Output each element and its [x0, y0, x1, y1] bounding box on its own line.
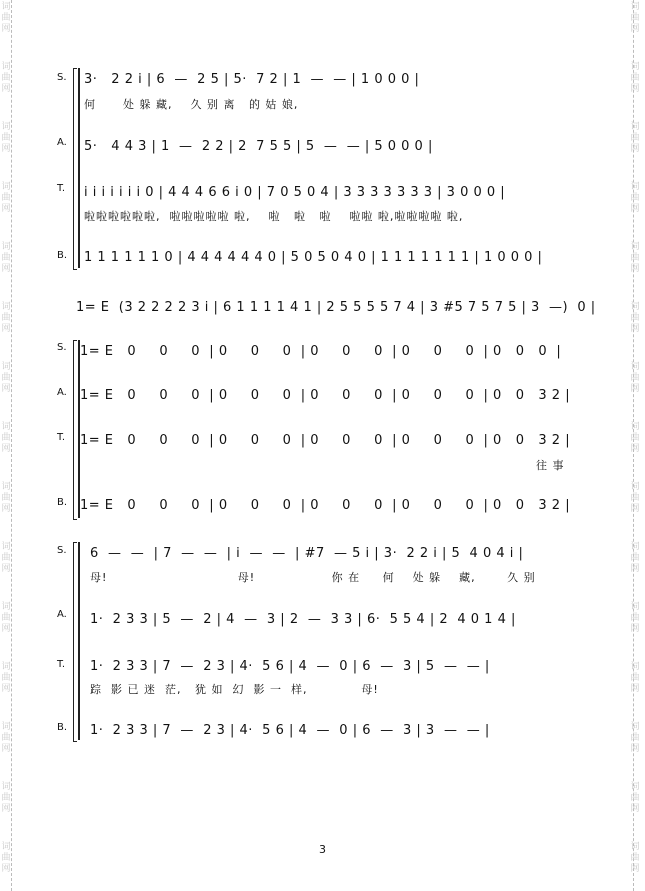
notation-row: 3· 2 2 i | 6 — 2 5 | 5· 7 2 | 1 — — | 1 0 0 0 |	[84, 72, 420, 87]
voice-label: A.	[57, 609, 67, 620]
watermark-stamp: 词 曲 网	[630, 422, 640, 454]
lyrics-row: 何 处 躲 藏, 久 别 离 的 姑 娘,	[84, 98, 299, 111]
watermark-stamp: 词 曲 网	[1, 782, 11, 814]
watermark-stamp: 词 曲 网	[630, 662, 640, 694]
watermark-stamp: 词 曲 网	[1, 602, 11, 634]
lyrics-row: 踪 影 已 迷 茫, 犹 如 幻 影 一 样, 母!	[90, 683, 379, 696]
watermark-stamp: 词 曲 网	[1, 542, 11, 574]
watermark-stamp: 词 曲 网	[1, 662, 11, 694]
watermark-stamp: 词 曲 网	[1, 362, 11, 394]
watermark-stamp: 词 曲 网	[1, 482, 11, 514]
watermark-stamp: 词 曲 网	[1, 302, 11, 334]
system-bar	[78, 340, 80, 518]
watermark-stamp: 词 曲 网	[630, 122, 640, 154]
notation-row: 1= E 0 0 0 | 0 0 0 | 0 0 0 | 0 0 0 | 0 0 3 2 |	[80, 388, 571, 403]
voice-label: T.	[57, 432, 66, 443]
lyrics-row: 往 事	[536, 459, 565, 472]
voice-label: T.	[57, 659, 66, 670]
voice-label: S.	[57, 545, 67, 556]
notation-row: 1 1 1 1 1 1 0 | 4 4 4 4 4 4 0 | 5 0 5 0 4 0 | 1 1 1 1 1 1 1 | 1 0 0 0 |	[84, 250, 543, 265]
lyrics-row: 母! 母! 你 在 何 处 躲 藏, 久 别	[90, 571, 536, 584]
watermark-stamp: 词 曲 网	[630, 2, 640, 34]
intro-row: 1= E (3 2 2 2 2 3 i | 6 1 1 1 1 4 1 | 2 5 5 5 5 7 4 | 3 #5 7 5 7 5 | 3 —) 0 |	[76, 300, 596, 315]
lyrics-row: 啦啦啦啦啦啦, 啦啦啦啦啦 啦, 啦 啦 啦 啦啦 啦,啦啦啦啦 啦,	[84, 210, 464, 223]
watermark-stamp: 词 曲 网	[1, 842, 11, 874]
voice-label: S.	[57, 342, 67, 353]
voice-label: S.	[57, 72, 67, 83]
watermark-stamp: 词 曲 网	[1, 722, 11, 754]
page-number: 3	[319, 843, 326, 856]
notation-row: 1· 2 3 3 | 7 — 2 3 | 4· 5 6 | 4 — 0 | 6 — 3 | 3 — — |	[90, 723, 490, 738]
watermark-stamp: 词 曲 网	[630, 602, 640, 634]
watermark-stamp: 词 曲 网	[630, 542, 640, 574]
voice-label: B.	[57, 250, 68, 261]
voice-label: T.	[57, 183, 66, 194]
watermark-stamp: 词 曲 网	[630, 482, 640, 514]
watermark-stamp: 词 曲 网	[1, 2, 11, 34]
system-brace	[73, 68, 77, 270]
voice-label: A.	[57, 387, 67, 398]
voice-label: B.	[57, 497, 68, 508]
watermark-stamp: 词 曲 网	[1, 242, 11, 274]
notation-row: 1· 2 3 3 | 5 — 2 | 4 — 3 | 2 — 3 3 | 6· 5 5 4 | 2 4 0 1 4 |	[90, 612, 516, 627]
watermark-stamp: 词 曲 网	[630, 722, 640, 754]
notation-row: 1= E 0 0 0 | 0 0 0 | 0 0 0 | 0 0 0 | 0 0 3 2 |	[80, 433, 571, 448]
notation-row: 1= E 0 0 0 | 0 0 0 | 0 0 0 | 0 0 0 | 0 0 0 |	[80, 344, 562, 359]
notation-row: 1= E 0 0 0 | 0 0 0 | 0 0 0 | 0 0 0 | 0 0 3 2 |	[80, 498, 571, 513]
watermark-stamp: 词 曲 网	[1, 122, 11, 154]
watermark-stamp: 词 曲 网	[1, 422, 11, 454]
system-brace	[73, 340, 77, 520]
notation-row: i i i i i i i 0 | 4 4 4 6 6 i 0 | 7 0 5 0 4 | 3 3 3 3 3 3 3 | 3 0 0 0 |	[84, 185, 506, 200]
watermark-stamp: 词 曲 网	[630, 362, 640, 394]
watermark-stamp: 词 曲 网	[630, 242, 640, 274]
system-bar	[78, 68, 80, 268]
watermark-stamp: 词 曲 网	[630, 782, 640, 814]
watermark-stamp: 词 曲 网	[1, 182, 11, 214]
watermark-stamp: 词 曲 网	[1, 62, 11, 94]
watermark-stamp: 词 曲 网	[630, 842, 640, 874]
voice-label: A.	[57, 137, 67, 148]
notation-row: 6 — — | 7 — — | i — — | #7 — 5 i | 3· 2 2 i | 5 4 0 4 i |	[90, 546, 524, 561]
watermark-stamp: 词 曲 网	[630, 182, 640, 214]
voice-label: B.	[57, 722, 68, 733]
system-brace	[73, 542, 77, 742]
watermark-stamp: 词 曲 网	[630, 62, 640, 94]
watermark-stamp: 词 曲 网	[630, 302, 640, 334]
notation-row: 1· 2 3 3 | 7 — 2 3 | 4· 5 6 | 4 — 0 | 6 — 3 | 5 — — |	[90, 659, 490, 674]
notation-row: 5· 4 4 3 | 1 — 2 2 | 2 7 5 5 | 5 — — | 5 0 0 0 |	[84, 139, 433, 154]
system-bar	[78, 542, 80, 740]
